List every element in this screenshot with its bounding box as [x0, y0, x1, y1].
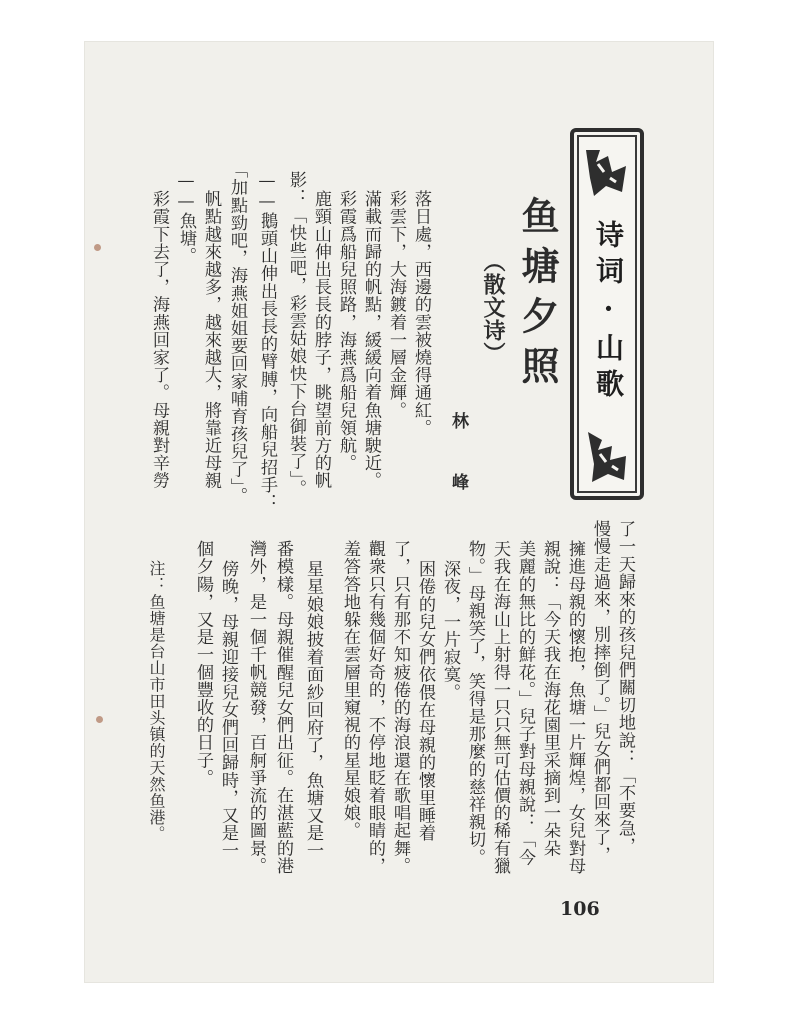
text-column: 滿載而歸的帆點，緩緩向着魚塘駛近。 — [361, 190, 381, 490]
author-name: 林 峰 — [448, 412, 468, 502]
text-column: 帆點越來越多，越來越大，將靠近母親 — [201, 190, 221, 490]
text-column: 困倦的兒女們依偎在母親的懷里睡着 — [415, 560, 435, 842]
text-column: 彩霞爲船兒照路，海燕爲船兒領航。 — [336, 190, 356, 472]
text-column: ——魚塘。 — [176, 171, 196, 265]
punch-hole — [96, 716, 103, 723]
text-column: ——鵝頭山伸出長長的臂膊，向船兒招手： — [257, 171, 277, 511]
text-column: 星星娘娘披着面紗回府了，魚塘又是一 — [303, 560, 323, 860]
text-column: 彩霞下去了，海燕回家了。母親對辛勞 — [149, 190, 169, 490]
section-badge — [570, 128, 644, 500]
footnote: 注：鱼塘是台山市田头镇的天然鱼港。 — [147, 560, 166, 843]
section-badge-label: 诗词·山歌 — [592, 220, 625, 405]
text-column: 影：「快些吧，彩雲姑娘快下台御裝了」。 — [286, 171, 306, 497]
text-column: 擁進母親的懷抱，魚塘一片輝煌，女兒對母 — [565, 540, 585, 875]
text-column: 深夜，一片寂寞。 — [440, 560, 460, 701]
text-column: 灣外，是一個千帆競發，百舸爭流的圖景。 — [246, 540, 266, 875]
text-column: 美麗的無比的鮮花。」兒子對母親說：「今 — [515, 540, 535, 866]
text-column: 個夕陽，又是一個豐收的日子。 — [193, 540, 213, 787]
text-column: 親說：「今天我在海花園里采摘到一朵朵 — [540, 540, 560, 857]
text-column: 「加點勁吧，海燕姐姐要回家哺育孩兒了」。 — [227, 161, 247, 505]
punch-hole — [94, 244, 101, 251]
text-column: 彩雲下，大海鍍着一層金輝。 — [386, 190, 406, 419]
text-column: 物。」母親笑了，笑得是那麼的慈祥親切。 — [465, 540, 485, 866]
page-number: 106 — [560, 898, 600, 920]
ornament-icon — [582, 142, 632, 202]
text-column: 了一天歸來的孩兒們關切地說：「不要急， — [615, 520, 635, 855]
text-column: 落日處，西邊的雲被燒得通紅。 — [411, 190, 431, 437]
article-title: 鱼塘夕照 — [515, 196, 560, 396]
text-column: 天我在海山上射得一只只無可估價的稀有獵 — [490, 540, 510, 875]
text-column: 鹿頸山伸出長長的脖子，眺望前方的帆 — [311, 190, 331, 490]
article-subtitle: （散文诗） — [480, 250, 506, 365]
text-column: 羞答答地躲在雲層里窺視的星星娘娘。 — [340, 540, 360, 840]
text-column: 番模樣。母親催醒兒女們出征。在湛藍的港 — [273, 540, 293, 875]
text-column: 慢慢走過來，別摔倒了。」兒女們都回來了， — [590, 520, 610, 864]
text-column: 傍晚，母親迎接兒女們回歸時，又是一 — [218, 560, 238, 860]
text-column: 了，只有那不知疲倦的海浪還在歌唱起舞。 — [390, 540, 410, 875]
ornament-icon — [582, 426, 632, 486]
text-column: 觀衆只有幾個好奇的，不停地眨着眼睛的， — [365, 540, 385, 875]
